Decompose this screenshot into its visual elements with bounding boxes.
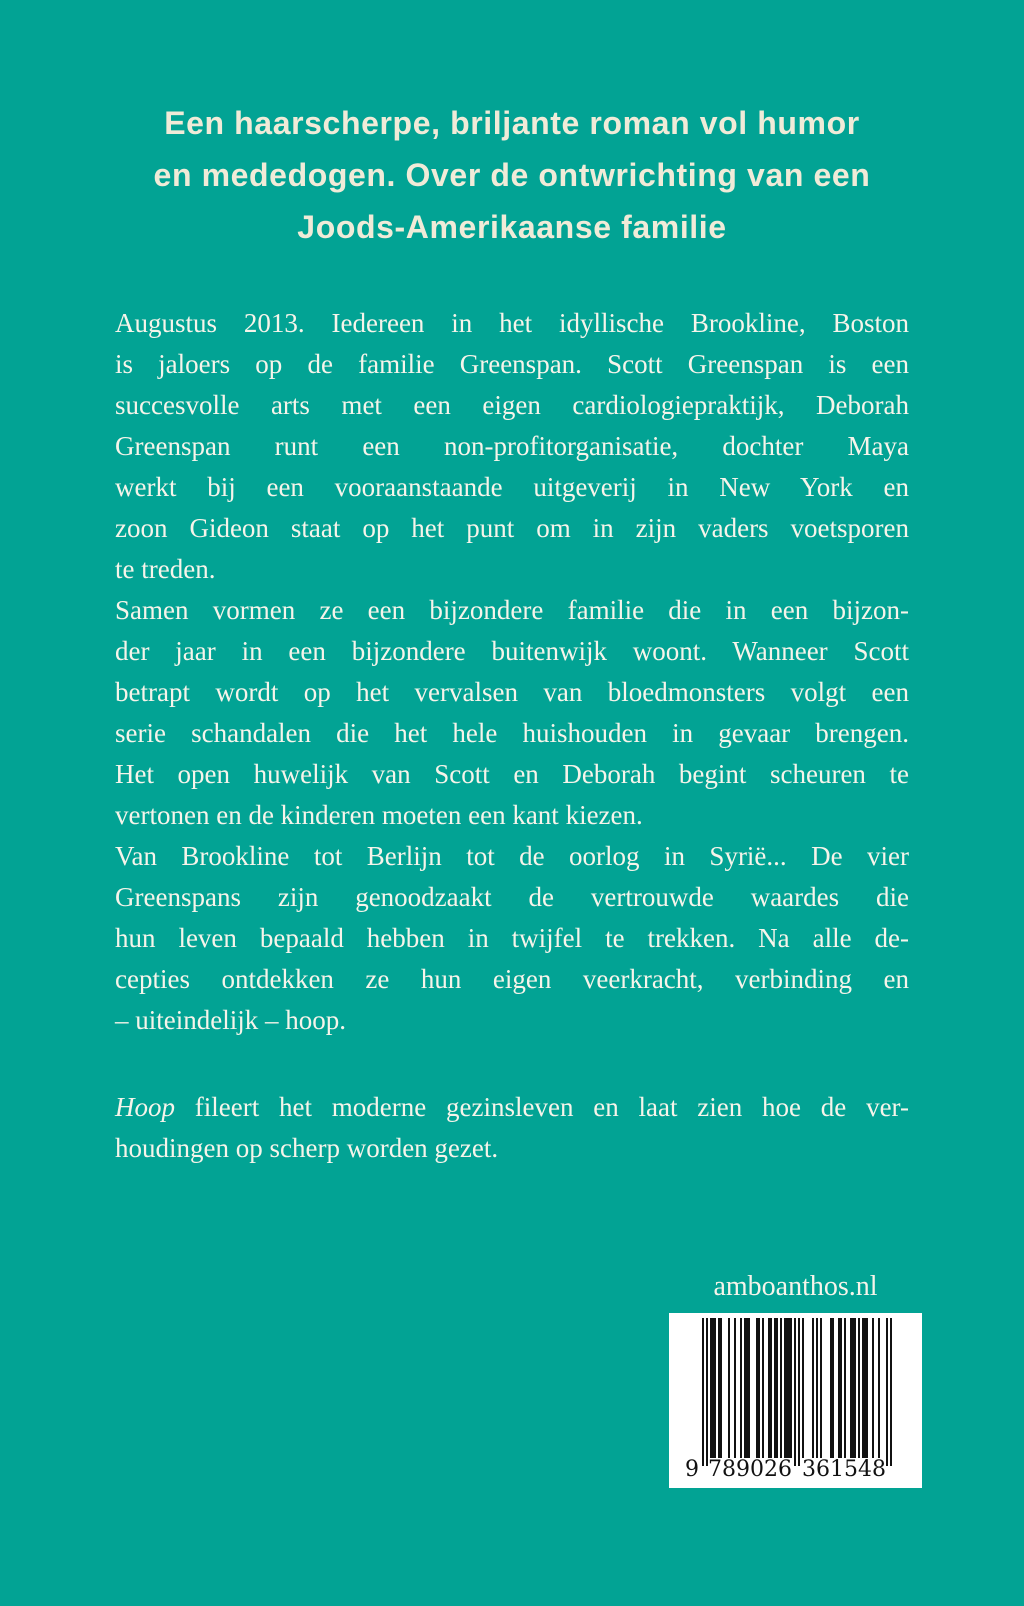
- blurb-line: Van Brookline tot Berlijn tot de oorlog in Syrië... De vier: [115, 841, 909, 871]
- blurb-line: hun leven bepaald hebben in twijfel te trekken. Na alle de-: [115, 923, 909, 953]
- blurb-line: serie schandalen die het hele huishouden in gevaar brengen.: [115, 718, 909, 748]
- barcode-bar: [890, 1318, 892, 1466]
- tagline: [115, 1087, 909, 1169]
- blurb-line: Het open huwelijk van Scott en Deborah begint scheuren te: [115, 759, 909, 789]
- book-title-italic: Hoop: [115, 1092, 175, 1122]
- isbn-digit-group: 9: [685, 1457, 699, 1482]
- publisher-website: amboanthos.nl: [713, 1271, 878, 1302]
- blurb-line: vertonen en de kinderen moeten een kant kiezen.: [115, 800, 643, 830]
- blurb-line: te treden.: [115, 554, 216, 584]
- blurb-line: Greenspan runt een non-profitorganisatie, dochter Maya: [115, 431, 909, 461]
- blurb-line: – uiteindelijk – hoop.: [115, 1005, 346, 1035]
- blurb-line: succesvolle arts met een eigen cardiologiepraktijk, Deborah: [115, 390, 909, 420]
- tagline-text: fileert het moderne gezinsleven en laat zien hoe de ver-: [175, 1092, 909, 1122]
- blurb-line: betrapt wordt op het vervalsen van bloedmonsters volgt een: [115, 677, 909, 707]
- isbn-number: [669, 1457, 922, 1483]
- blurb-line: is jaloers op de familie Greenspan. Scott Greenspan is een: [115, 349, 909, 379]
- blurb-line: Augustus 2013. Iedereen in het idyllische Brookline, Boston: [115, 308, 909, 338]
- isbn-digit-group: 361548: [802, 1457, 886, 1482]
- blurb-line: der jaar in een bijzondere buitenwijk woont. Wanneer Scott: [115, 636, 909, 666]
- blurb-line: Greenspans zijn genoodzaakt de vertrouwde waardes die: [115, 882, 909, 912]
- barcode-bars: [702, 1318, 892, 1466]
- blurb-line: zoon Gideon staat op het punt om in zijn vaders voetsporen: [115, 513, 909, 543]
- isbn-digit-group: 789026: [708, 1457, 792, 1482]
- headline-line: Een haarscherpe, briljante roman vol humor: [164, 105, 860, 141]
- tagline-line: houdingen op scherp worden gezet.: [115, 1133, 499, 1163]
- barcode: [669, 1313, 922, 1488]
- headline-line: en mededogen. Over de ontwrichting van een: [153, 157, 871, 193]
- blurb-line: Samen vormen ze een bijzondere familie die in een bijzon-: [115, 595, 909, 625]
- headline-line: Joods-Amerikaanse familie: [297, 209, 727, 245]
- tagline-line: [115, 1087, 909, 1128]
- blurb-line: cepties ontdekken ze hun eigen veerkracht, verbinding en: [115, 964, 909, 994]
- blurb-text: [115, 303, 909, 1041]
- blurb-line: werkt bij een vooraanstaande uitgeverij in New York en: [115, 472, 909, 502]
- headline: [0, 97, 1024, 253]
